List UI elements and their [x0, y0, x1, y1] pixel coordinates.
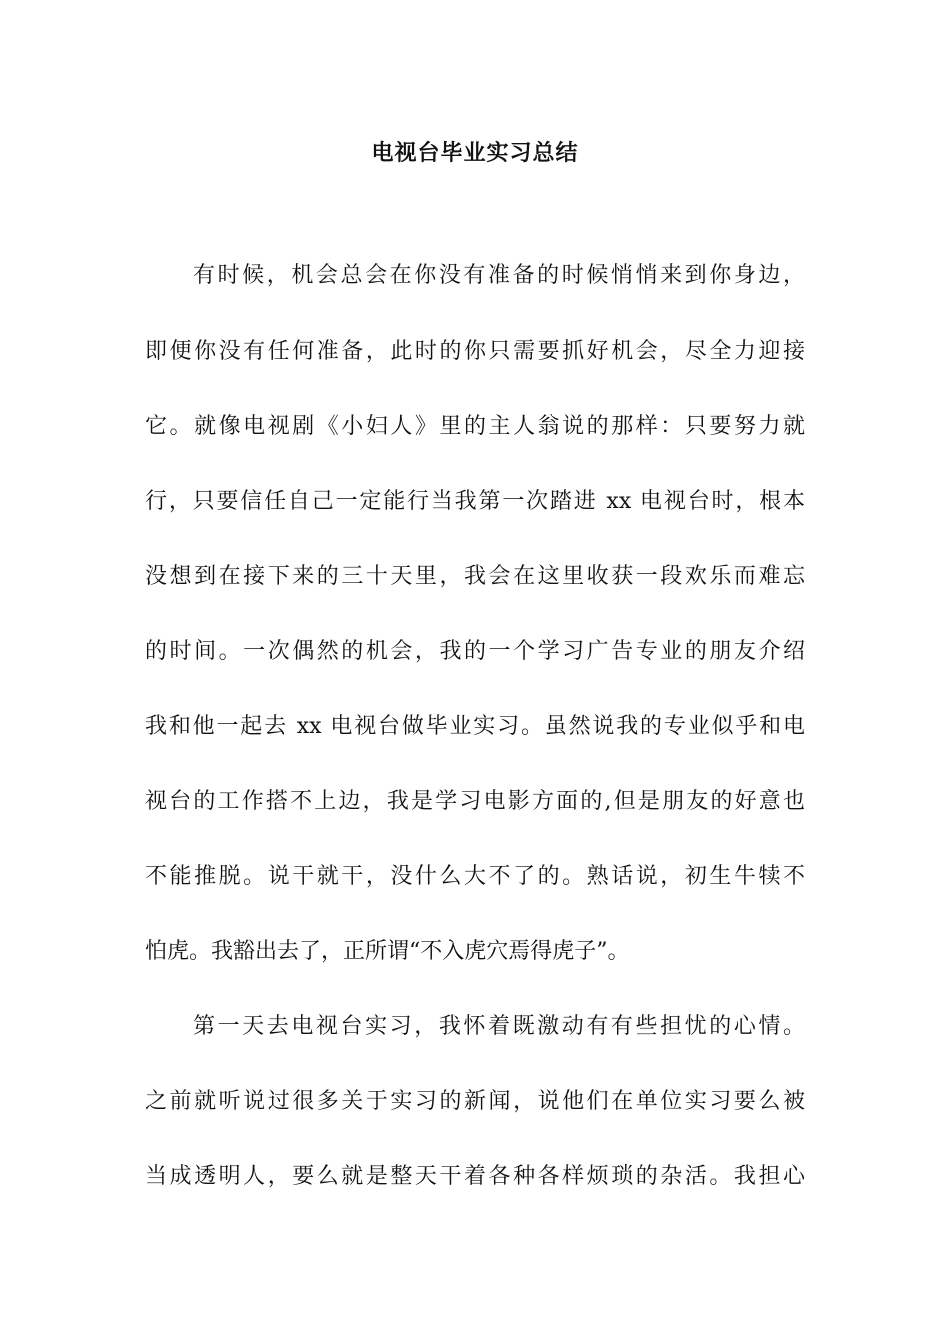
paragraph-1-line-2: 即便你没有任何准备，此时的你只需要抓好机会，尽全力迎接: [145, 339, 805, 364]
paragraph-1-line-8: 视台的工作搭不上边，我是学习电影方面的,但是朋友的好意也: [145, 789, 805, 814]
paragraph-1-line-1: 有时候，机会总会在你没有准备的时候悄悄来到你身边，: [193, 263, 805, 288]
document-title: 电视台毕业实习总结: [371, 140, 579, 166]
paragraph-2-line-2: 之前就听说过很多关于实习的新闻，说他们在单位实习要么被: [145, 1089, 805, 1114]
paragraph-1-line-9: 不能推脱。说干就干，没什么大不了的。熟话说，初生牛犊不: [145, 864, 805, 889]
paragraph-1-line-6: 的时间。一次偶然的机会，我的一个学习广告专业的朋友介绍: [145, 639, 805, 664]
paragraph-1-line-7: 我和他一起去 xx 电视台做毕业实习。虽然说我的专业似乎和电: [145, 714, 805, 739]
paragraph-1-line-3: 它。就像电视剧《小妇人》里的主人翁说的那样：只要努力就: [145, 414, 805, 439]
paragraph-1-line-5: 没想到在接下来的三十天里，我会在这里收获一段欢乐而难忘: [145, 564, 805, 589]
paragraph-1-line-10: 怕虎。我豁出去了，正所谓“不入虎穴焉得虎子”。: [145, 939, 630, 964]
paragraph-2-line-3: 当成透明人，要么就是整天干着各种各样烦琐的杂活。我担心: [145, 1164, 805, 1189]
paragraph-1-line-4: 行，只要信任自己一定能行当我第一次踏进 xx 电视台时，根本: [145, 489, 805, 514]
paragraph-2-line-1: 第一天去电视台实习，我怀着既激动有有些担忧的心情。: [193, 1014, 805, 1039]
